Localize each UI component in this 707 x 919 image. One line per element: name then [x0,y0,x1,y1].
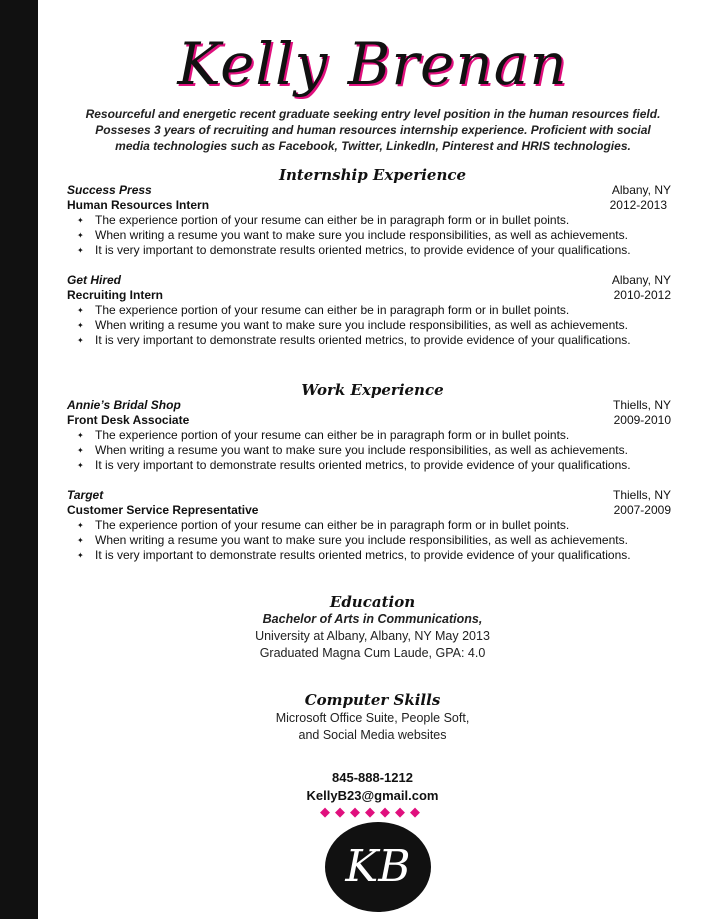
bullet-list [67,518,671,563]
resume-name: Kelly Brenan [177,30,568,98]
job-dates: 2007-2009 [613,503,671,517]
contact-email[interactable]: KellyB23@gmail.com [306,788,439,803]
job-dates: 2009-2010 [613,413,671,427]
internship-section-title: Internship Experience [278,166,467,184]
bullet-item: ✦ It is very important to demonstrate results oriented metrics, to provide evidence of your qualifications. [77,243,671,258]
bullet-item: ✦ The experience portion of your resume can either be in paragraph form or in bullet points. [77,428,671,443]
education-degree: Bachelor of Arts in Communications, [262,612,483,626]
job-location: Albany, NY [611,183,671,197]
skills-line: Microsoft Office Suite, People Soft, [275,711,470,725]
bullet-item: ✦ When writing a resume you want to make sure you include responsibilities, as well as achievements. [77,443,671,458]
job-entry [67,273,671,348]
company-name: Target [67,488,104,502]
company-name: Get Hired [67,273,122,287]
summary-line: Resourceful and energetic recent graduate seeking entry level position in the human resources field. [85,107,661,121]
skills-line: and Social Media websites [298,728,447,742]
bullet-item: ✦ When writing a resume you want to make sure you include responsibilities, as well as achievements. [77,228,671,243]
summary-line: media technologies such as Facebook, Twitter, LinkedIn, Pinterest and HRIS technologies. [115,139,631,153]
job-location: Thiells, NY [612,398,671,412]
diamond-divider: ◆◆◆◆◆◆◆ [320,804,425,819]
job-location: Thiells, NY [612,488,671,502]
job-entry [67,398,671,473]
job-title: Front Desk Associate [67,413,190,427]
monogram-logo [325,822,431,912]
education-block [38,611,707,662]
company-name: Success Press [67,183,152,197]
skills-block [38,710,707,744]
resume-page [38,0,707,919]
summary-paragraph [68,106,678,154]
bullet-item: ✦ It is very important to demonstrate results oriented metrics, to provide evidence of your qualifications. [77,333,671,348]
job-location: Albany, NY [611,273,671,287]
job-dates: 2010-2012 [613,288,671,302]
education-section-title: Education [329,593,416,611]
job-title: Recruiting Intern [67,288,164,302]
bullet-list [67,303,671,348]
monogram-initials: KB [345,841,411,892]
job-title: Customer Service Representative [67,503,259,517]
work-section-title: Work Experience [301,381,444,399]
job-dates: 2012-2013 [609,198,667,212]
left-sidebar-bar [0,0,38,919]
bullet-item: ✦ The experience portion of your resume can either be in paragraph form or in bullet points. [77,518,671,533]
bullet-item: ✦ When writing a resume you want to make sure you include responsibilities, as well as achievements. [77,533,671,548]
skills-section-title: Computer Skills [304,691,441,709]
company-name: Annie’s Bridal Shop [67,398,181,412]
job-entry [67,488,671,563]
job-title: Human Resources Intern [67,198,210,212]
bullet-item: ✦ It is very important to demonstrate results oriented metrics, to provide evidence of your qualifications. [77,548,671,563]
education-school: University at Albany, Albany, NY May 2013 [255,629,490,643]
bullet-item: ✦ It is very important to demonstrate results oriented metrics, to provide evidence of your qualifications. [77,458,671,473]
bullet-item: ✦ When writing a resume you want to make sure you include responsibilities, as well as achievements. [77,318,671,333]
education-honors: Graduated Magna Cum Laude, GPA: 4.0 [259,646,486,660]
bullet-list [67,213,671,258]
bullet-item: ✦ The experience portion of your resume can either be in paragraph form or in bullet points. [77,213,671,228]
bullet-item: ✦ The experience portion of your resume can either be in paragraph form or in bullet points. [77,303,671,318]
job-entry [67,183,671,258]
summary-line: Posseses 3 years of recruiting and human resources internship experience. Proficient with social [95,123,651,137]
bullet-list [67,428,671,473]
contact-phone: 845-888-1212 [332,770,413,785]
